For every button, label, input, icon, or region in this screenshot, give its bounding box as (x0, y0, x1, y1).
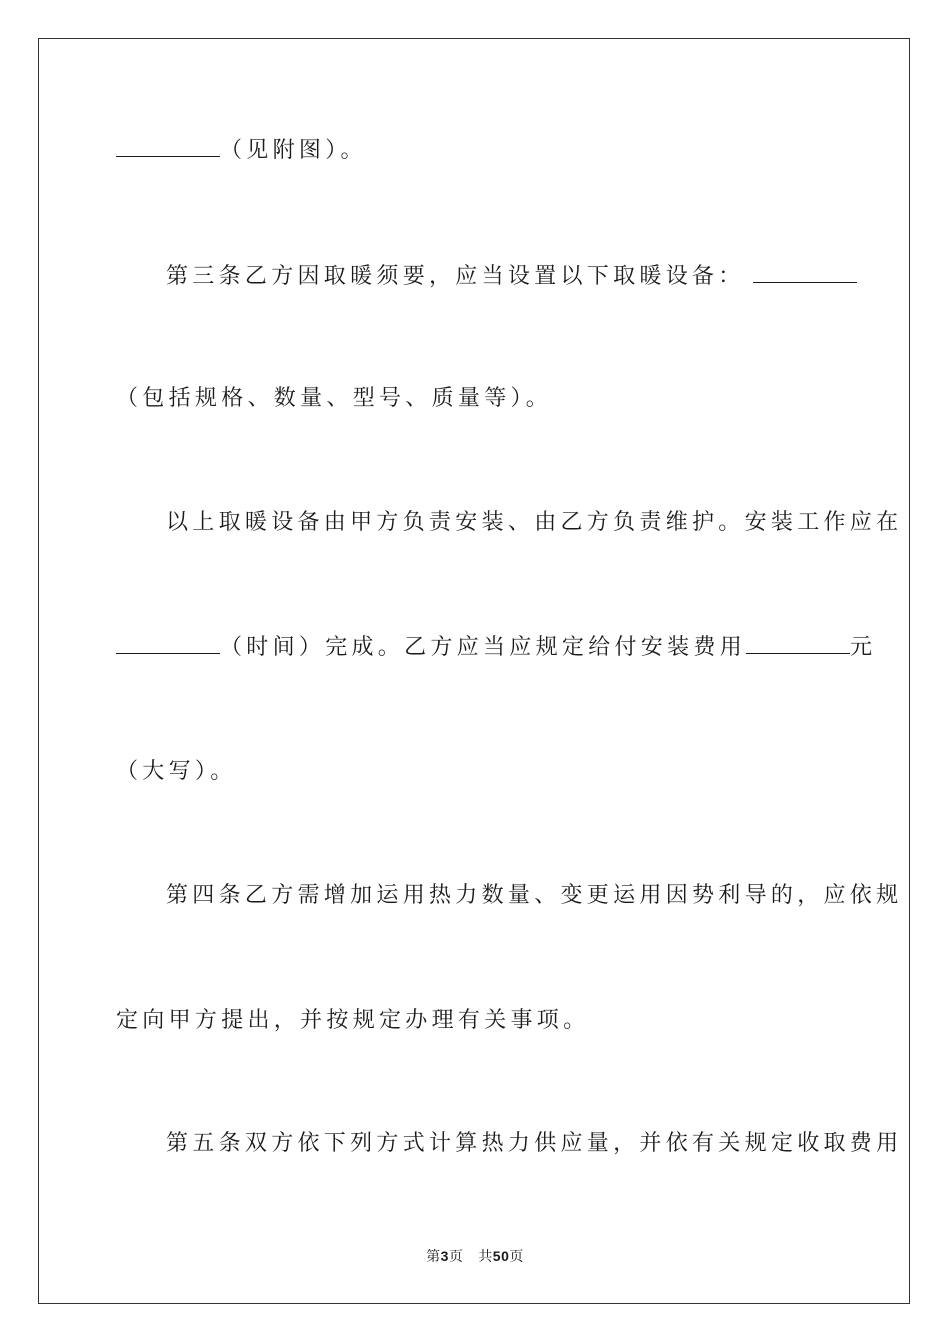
paragraph-line (166, 262, 836, 292)
line-text: 元 (850, 635, 877, 660)
line-text: （包括规格、数量、型号、质量等）。 (116, 386, 553, 411)
line-text: 以上取暖设备由甲方负责安装、由乙方负责维护。安装工作应在 (166, 510, 903, 535)
line-text: 第四条乙方需增加运用热力数量、变更运用因势利导的，应依规 (166, 883, 903, 908)
line-text: 第五条双方依下列方式计算热力供应量，并依有关规定收取费用 (166, 1131, 903, 1156)
page-border (38, 38, 910, 1304)
total-suffix: 页 (509, 1249, 524, 1265)
total-prefix: 共 (478, 1249, 493, 1265)
line-text: （见附图）。 (220, 138, 367, 163)
page-current: 3 (440, 1248, 449, 1264)
paragraph-line (166, 1129, 903, 1159)
fill-in-blank (116, 633, 220, 654)
line-text: （时间）完成。乙方应当应规定给付安装费用 (220, 635, 747, 660)
paragraph-line (166, 881, 903, 911)
line-text: （大写）。 (116, 759, 237, 784)
paragraph-line (116, 384, 836, 414)
page-prefix: 第 (426, 1249, 441, 1265)
page-total: 50 (492, 1248, 510, 1264)
fill-in-blank (116, 136, 220, 157)
paragraph-line (116, 633, 877, 663)
line-text: 第三条乙方因取暖须要，应当设置以下取暖设备： (166, 264, 745, 289)
page-footer (0, 1246, 950, 1266)
paragraph-line (116, 1006, 836, 1036)
paragraph-line (116, 757, 836, 787)
fill-in-blank (753, 262, 857, 283)
line-text: 定向甲方提出，并按规定办理有关事项。 (116, 1008, 590, 1033)
fill-in-blank (746, 633, 850, 654)
paragraph-line (166, 508, 903, 538)
page-suffix: 页 (448, 1249, 464, 1265)
paragraph-line (116, 136, 836, 166)
